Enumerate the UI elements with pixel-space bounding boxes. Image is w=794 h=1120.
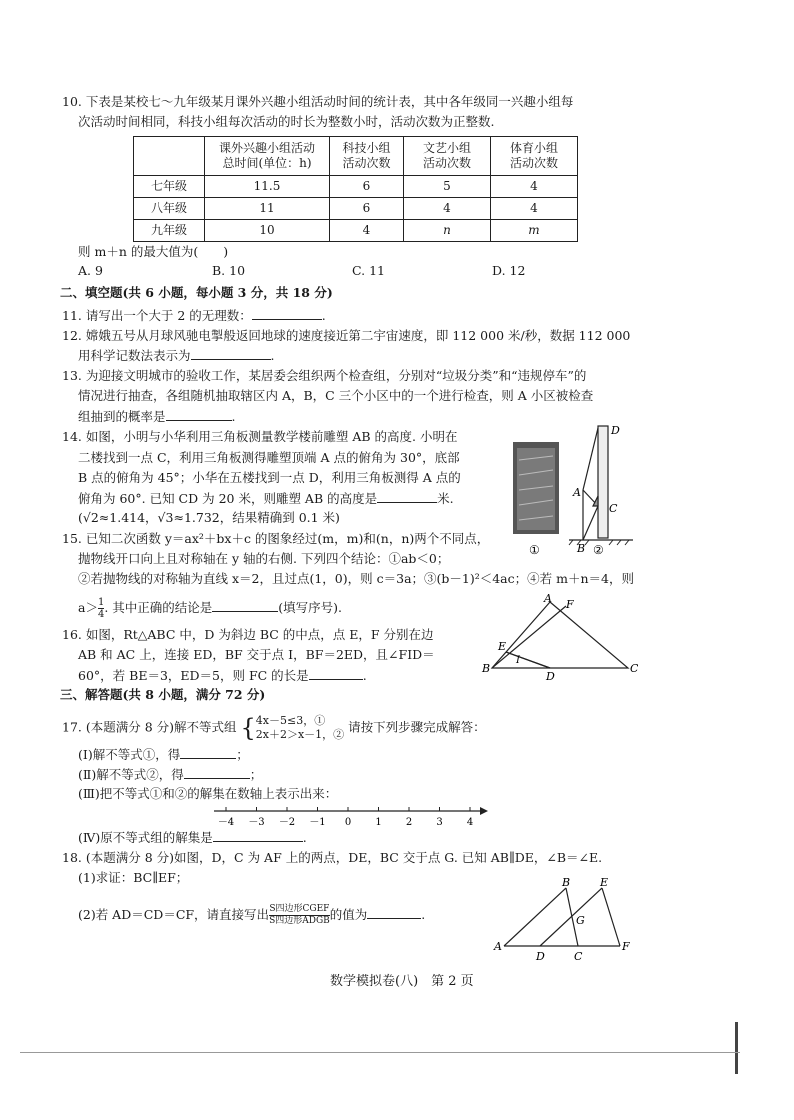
table-cell: 4 [491,176,578,198]
q13-line2: 情况进行抽查，各组随机抽取辖区内 A，B，C 三个小区中的一个进行检查，则 A 小区被检查 [78,388,594,403]
answer-blank[interactable] [367,906,421,919]
q16-line2: AB 和 AC 上，连接 ED，BF 交于点 I，BF＝2ED，且∠FID＝ [78,647,435,662]
q18-figure [492,874,637,964]
number-line-tick-label: －4 [217,817,235,828]
q18-line2: (1)求证：BC∥EF； [78,870,189,885]
fig-label-d: D [546,670,555,683]
fig-label-a: A [573,486,581,499]
q14-line2: 二楼找到一点 C，利用三角板测得雕塑顶端 A 点的俯角为 30°，底部 [78,450,460,465]
q14-line5: (√2≈1.414，√3≈1.732，结果精确到 0.1 米) [78,510,340,525]
number-line-tick-label: 4 [466,817,474,828]
fig-label-e: E [498,640,507,653]
q18-line3: (2)若 AD＝CD＝CF，请直接写出 $\frac{\text{S四边形CGEF}}{\text{S四边形ADGB}}$ 的值为 . [78,904,426,926]
q13-line3: 组抽到的概率是 . [78,409,236,424]
number-line-tick-label: 2 [405,817,413,828]
fig-label-a: A [494,940,502,953]
q12-line2: 用科学记数法表示为 . [78,348,275,363]
fig-label-f: F [566,598,574,611]
q16-line3: 60°，若 BE＝3，ED＝5，则 FC 的长是 . [78,668,367,683]
fig-label-b: B [562,876,571,889]
answer-blank[interactable] [377,490,437,503]
q15-line1: 15. 已知二次函数 y＝ax²＋bx＋c 的图象经过(m，m)和(n，n)两个不同点， [62,531,490,546]
answer-blank[interactable] [309,667,363,680]
q11: 11. 请写出一个大于 2 的无理数： . [62,308,326,323]
fig-label-b: B [577,542,586,555]
table-header-cell: 科技小组 活动次数 [330,137,404,176]
q10-line1: 10. 下表是某校七～九年级某月课外兴趣小组活动时间的统计表，其中各年级同一兴趣小组每 [62,94,574,109]
q15-line3: ②若抛物线的对称轴为直线 x＝2，且过点(1，0)，则 c＝3a；③(b－1)²＜4ac；④若 m＋n＝4，则 [78,571,634,586]
fig-label-c: C [609,502,618,515]
fig-label-2: ② [593,543,604,557]
fig-label-i: I [516,655,520,666]
number-line-tick-label: －1 [309,817,326,828]
fig-label-b: B [482,662,491,675]
answer-blank[interactable] [252,307,322,320]
number-line-tick-label: 3 [436,817,443,828]
table-cell: m [491,220,578,242]
fig-label-d: D [611,424,620,437]
fraction-one-quarter: $\frac{1}{4}$ [97,597,105,620]
q17-step1: (Ⅰ)解不等式①，得 ； [78,747,249,762]
table-cell: 八年级 [134,198,205,220]
table-cell: n [404,220,491,242]
table-cell: 10 [205,220,330,242]
q17-step4: (Ⅳ)原不等式组的解集是 . [78,830,307,845]
table-row [134,220,578,242]
answer-blank[interactable] [212,599,278,612]
number-line-tick-label: －3 [248,817,265,828]
answer-blank[interactable] [180,746,236,759]
q16-figure [478,592,638,684]
number-line-arrow [480,807,488,815]
table-header-cell [134,137,205,176]
q17-step2: (Ⅱ)解不等式②，得 ； [78,767,263,782]
scan-edge-mark [735,1022,738,1074]
table-header-row [134,137,578,176]
number-line [210,803,490,831]
section-title-fill: 二、填空题(共 6 小题，每小题 3 分，共 18 分) [60,285,333,300]
fig-label-e: E [600,876,609,889]
table-cell: 4 [404,198,491,220]
table-cell: 七年级 [134,176,205,198]
table-cell: 6 [330,198,404,220]
fig-label-1: ① [529,543,540,557]
answer-blank[interactable] [191,347,271,360]
inequality-system: 4x－5≤3，① 2x＋2＞x－1，② [255,714,345,741]
fig-label-c: C [574,950,583,963]
table-header-cell: 文艺小组 活动次数 [404,137,491,176]
q15-line4: a＞ $\frac{1}{4}$ . 其中正确的结论是 (填写序号). [78,597,343,620]
q18-line1: 18. (本题满分 8 分)如图，D，C 为 AF 上的两点，DE，BC 交于点 G. 已知 AB∥DE，∠B＝∠E. [62,850,603,865]
page-footer: 数学模拟卷(八) 第 2 页 [330,974,474,989]
q10-option-a: A. 9 [78,263,103,278]
q14-line1: 14. 如图，小明与小华利用三角板测量教学楼前雕塑 AB 的高度. 小明在 [62,429,458,444]
building-diagram [569,426,633,540]
q16-line1: 16. 如图，Rt△ABC 中，D 为斜边 BC 的中点，点 E，F 分别在边 [62,627,434,642]
answer-blank[interactable] [166,408,232,421]
q10-line2: 次活动时间相同，科技小组每次活动的时长为整数小时，活动次数为正整数. [78,114,495,129]
fig-label-d: D [536,950,545,963]
table-cell: 5 [404,176,491,198]
section-title-answer: 三、解答题(共 8 小题，满分 72 分) [60,687,266,702]
table-cell: 11.5 [205,176,330,198]
q17-step3: (Ⅲ)把不等式①和②的解集在数轴上表示出来： [78,786,338,801]
answer-blank[interactable] [213,829,303,842]
answer-blank[interactable] [184,766,250,779]
table-row [134,198,578,220]
fig-label-g: G [576,914,585,927]
table-cell: 九年级 [134,220,205,242]
fig-label-f: F [622,940,630,953]
table-header-cell: 体育小组 活动次数 [491,137,578,176]
table-row [134,176,578,198]
q14-line3: B 点的俯角为 45°；小华在五楼找到一点 D，利用三角板测得 A 点的 [78,470,461,485]
q10-option-c: C. 11 [352,263,385,278]
table-cell: 6 [330,176,404,198]
area-ratio-fraction: $\frac{\text{S四边形CGEF}}{\text{S四边形ADGB}}$ [269,904,330,926]
fig-label-c: C [630,662,638,675]
table-cell: 11 [205,198,330,220]
q10-option-d: D. 12 [492,263,526,278]
table-cell: 4 [491,198,578,220]
table-header-cell: 课外兴趣小组活动 总时间(单位：h) [205,137,330,176]
number-line-tick-label: 0 [344,817,352,828]
q10-option-b: B. 10 [212,263,246,278]
number-line-tick-label: －2 [278,817,296,828]
q12-line1: 12. 嫦娥五号从月球风驰电掣般返回地球的速度接近第二宇宙速度，即 112 000 米/秒，数据 112 000 [62,328,631,343]
q17-intro-line: 17. (本题满分 8 分)解不等式组 { 4x－5≤3，① 2x＋2＞x－1，② 请按下列步骤完成解答： [62,714,486,742]
q14-figure [505,420,640,560]
scan-fold-line [20,1052,740,1053]
triangle-abc [492,602,628,668]
two-triangles [504,888,620,946]
left-brace: { [240,714,256,742]
q14-line4: 俯角为 60°. 已知 CD 为 20 米，则雕塑 AB 的高度是 米. [78,491,454,506]
number-line-tick-label: 1 [375,817,382,828]
activity-table [133,136,578,242]
q13-line1: 13. 为迎接文明城市的验收工作，某居委会组织两个检查组，分别对“垃圾分类”和“违规停车”的 [62,368,587,383]
table-cell: 4 [330,220,404,242]
q10-question: 则 m＋n 的最大值为( ) [78,244,229,259]
q15-line2: 抛物线开口向上且对称轴在 y 轴的右侧. 下列四个结论：①ab＜0； [78,551,450,566]
fig-label-a: A [544,592,552,605]
